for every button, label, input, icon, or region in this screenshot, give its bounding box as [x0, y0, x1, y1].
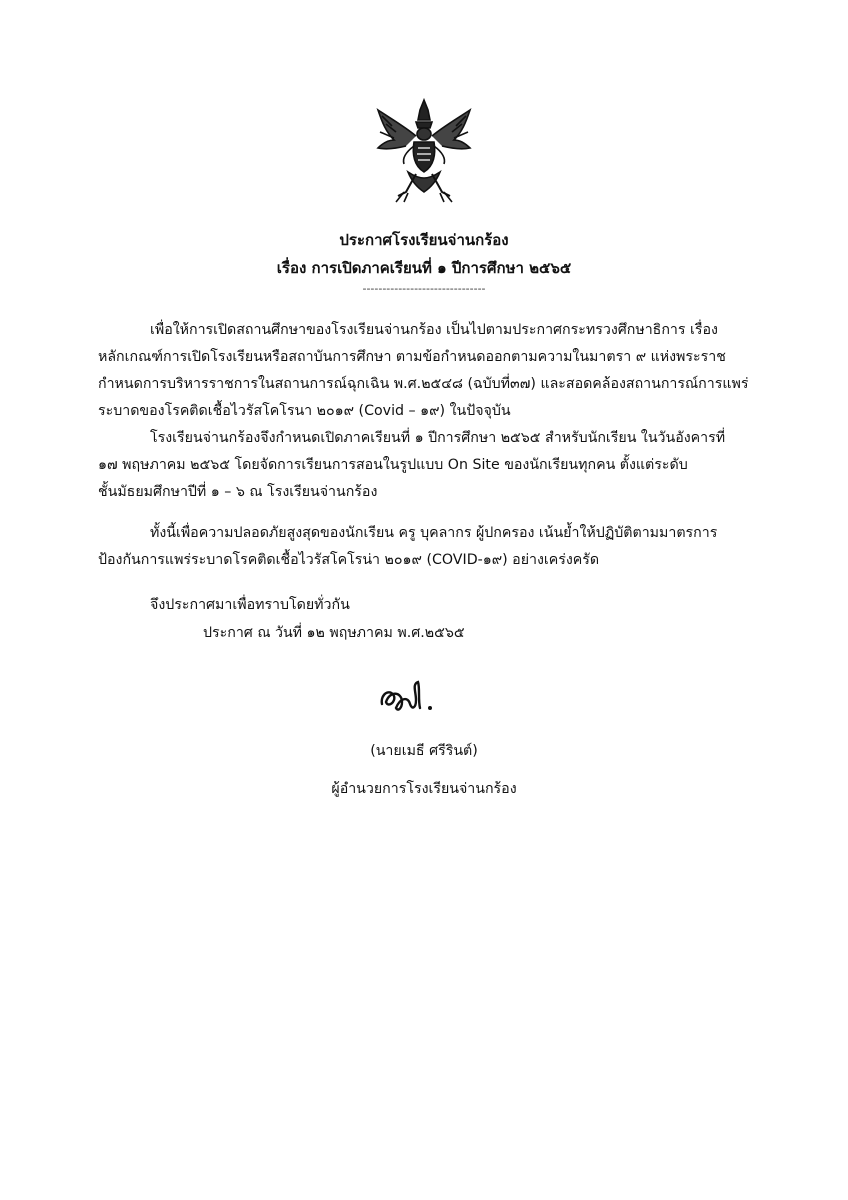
announcement-date: ประกาศ ณ วันที่ ๑๒ พฤษภาคม พ.ศ.๒๕๖๕ — [203, 625, 465, 641]
handwritten-signature — [372, 678, 452, 720]
body-line: ระบาดของโรคติดเชื้อไวรัสโคโรนา ๒๐๑๙ (Covid – ๑๙) ในปัจจุบัน — [98, 403, 511, 419]
body-line: โรงเรียนจ่านกร้องจึงกำหนดเปิดภาคเรียนที่ ๑ ปีการศึกษา ๒๕๖๕ สำหรับนักเรียน ในวันอังคารที่ — [150, 430, 726, 446]
title-separator: ------------------------------- — [362, 282, 486, 295]
signatory-position: ผู้อำนวยการโรงเรียนจ่านกร้อง — [331, 781, 517, 797]
body-line: ป้องกันการแพร่ระบาดโรคติดเชื้อไวรัสโคโรน่า ๒๐๑๙ (COVID-๑๙) อย่างเคร่งครัด — [98, 552, 600, 568]
signatory-name: (นายเมธี ศรีรินต์) — [370, 743, 478, 759]
garuda-emblem-icon — [368, 96, 480, 206]
body-line: ชั้นมัธยมศึกษาปีที่ ๑ – ๖ ณ โรงเรียนจ่านกร้อง — [98, 484, 378, 500]
body-line: กำหนดการบริหารราชการในสถานการณ์ฉุกเฉิน พ.ศ.๒๕๔๘ (ฉบับที่๓๗) และสอดคล้องสถานการณ์การแพร่ — [98, 376, 749, 392]
closing-line: จึงประกาศมาเพื่อทราบโดยทั่วกัน — [150, 597, 350, 613]
body-line: เพื่อให้การเปิดสถานศึกษาของโรงเรียนจ่านกร้อง เป็นไปตามประกาศกระทรวงศึกษาธิการ เรื่อง — [150, 322, 718, 338]
body-line: หลักเกณฑ์การเปิดโรงเรียนหรือสถาบันการศึกษา ตามข้อกำหนดออกตามความในมาตรา ๙ แห่งพระราช — [98, 349, 726, 365]
announcement-body — [98, 317, 750, 619]
body-line: ทั้งนี้เพื่อความปลอดภัยสูงสุดของนักเรียน ครู บุคลากร ผู้ปกครอง เน้นย้ำให้ปฏิบัติตามมาตรการ — [150, 525, 718, 541]
announcement-title: ประกาศโรงเรียนจ่านกร้อง — [339, 231, 509, 249]
announcement-subject: เรื่อง การเปิดภาคเรียนที่ ๑ ปีการศึกษา ๒๕๖๕ — [276, 259, 572, 277]
body-line: ๑๗ พฤษภาคม ๒๕๖๕ โดยจัดการเรียนการสอนในรูปแบบ On Site ของนักเรียนทุกคน ตั้งแต่ระดับ — [98, 457, 688, 473]
